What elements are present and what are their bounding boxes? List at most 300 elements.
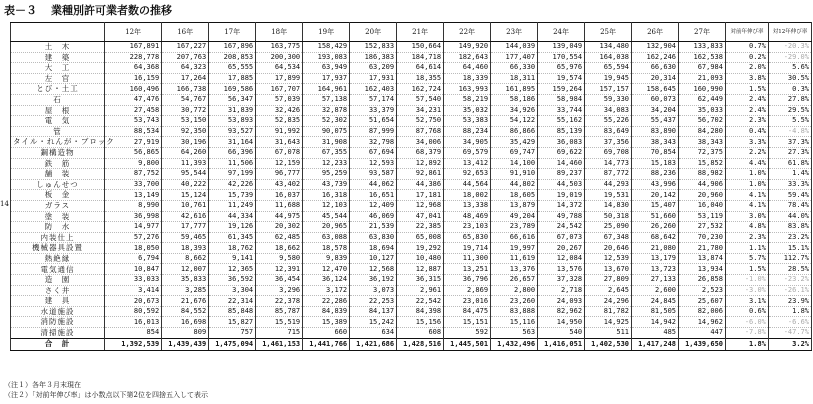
category-cell: 屋 根 (11, 105, 105, 116)
count-cell: 1,417,248 (632, 338, 679, 350)
count-cell: 9,839 (303, 253, 350, 264)
base-rate-cell: -29.0% (768, 52, 811, 63)
category-cell: 防 水 (11, 222, 105, 233)
count-cell: 1,392,539 (104, 338, 161, 350)
count-cell: 164,961 (303, 84, 350, 95)
count-cell: 17,899 (256, 73, 303, 84)
count-cell: 608 (397, 328, 444, 339)
count-cell: 64,323 (162, 63, 209, 74)
count-cell: 88,236 (632, 169, 679, 180)
count-cell: 30,772 (162, 105, 209, 116)
table-row (11, 137, 812, 148)
count-cell: 35,032 (444, 105, 491, 116)
count-cell: 84,280 (679, 126, 726, 137)
column-header: 12年 (104, 23, 161, 42)
count-cell: 58,186 (491, 94, 538, 105)
base-rate-cell: 27.8% (768, 94, 811, 105)
count-cell: 68,642 (632, 232, 679, 243)
count-cell: 13,376 (491, 264, 538, 275)
category-cell: 造 園 (11, 275, 105, 286)
count-cell: 157,157 (585, 84, 632, 95)
count-cell: 43,996 (632, 179, 679, 190)
count-cell: 67,694 (350, 147, 397, 158)
count-cell: 55,437 (632, 116, 679, 127)
count-cell: 82,006 (679, 306, 726, 317)
count-cell: 22,542 (397, 296, 444, 307)
count-cell: 1,445,501 (444, 338, 491, 350)
count-cell: 86,866 (491, 126, 538, 137)
count-cell: 16,040 (679, 200, 726, 211)
count-cell: 24,093 (538, 296, 585, 307)
count-cell: 83,890 (632, 126, 679, 137)
count-cell: 84,475 (444, 306, 491, 317)
table-row (11, 116, 812, 127)
count-cell: 44,564 (444, 179, 491, 190)
table-row (11, 105, 812, 116)
count-cell: 170,554 (538, 52, 585, 63)
count-cell: 3,296 (256, 285, 303, 296)
count-cell: 167,896 (209, 42, 256, 53)
count-cell: 2,645 (585, 285, 632, 296)
base-rate-cell: -23.2% (768, 275, 811, 286)
count-cell: 15,156 (397, 317, 444, 328)
count-cell: 3,073 (350, 285, 397, 296)
count-cell: 69,708 (585, 147, 632, 158)
count-cell: 12,365 (209, 264, 256, 275)
count-cell: 36,592 (209, 275, 256, 286)
count-cell: 56,702 (679, 116, 726, 127)
column-header: 対12年伸び率 (768, 23, 811, 42)
count-cell: 17,777 (162, 222, 209, 233)
count-cell: 3,304 (209, 285, 256, 296)
base-rate-cell: 1.4% (768, 169, 811, 180)
count-cell: 65,976 (538, 63, 585, 74)
count-cell: 563 (491, 328, 538, 339)
table-row (11, 84, 812, 95)
count-cell: 144,039 (491, 42, 538, 53)
yoy-rate-cell: 2.3% (726, 116, 769, 127)
table-row (11, 296, 812, 307)
count-cell: 23,016 (444, 296, 491, 307)
count-cell: 44,293 (585, 179, 632, 190)
count-cell: 13,879 (491, 200, 538, 211)
count-cell: 36,124 (303, 275, 350, 286)
category-cell: 内装仕上 (11, 232, 105, 243)
column-header (11, 23, 105, 42)
table-row (11, 147, 812, 158)
count-cell: 44,503 (538, 179, 585, 190)
count-cell: 20,960 (679, 190, 726, 201)
count-cell: 200,300 (256, 52, 303, 63)
count-cell: 1,475,094 (209, 338, 256, 350)
count-cell: 34,204 (632, 105, 679, 116)
count-cell: 3,172 (303, 285, 350, 296)
count-cell: 31,643 (256, 137, 303, 148)
count-cell: 12,539 (585, 253, 632, 264)
count-cell: 93,527 (209, 126, 256, 137)
count-cell: 24,296 (585, 296, 632, 307)
count-cell: 20,142 (632, 190, 679, 201)
category-cell: さく井 (11, 285, 105, 296)
count-cell: 42,226 (209, 179, 256, 190)
count-cell: 13,723 (632, 264, 679, 275)
count-cell: 36,454 (256, 275, 303, 286)
count-cell: 18,605 (491, 190, 538, 201)
yoy-rate-cell: 1.1% (726, 243, 769, 254)
count-cell: 63,830 (350, 232, 397, 243)
yoy-rate-cell: 3.8% (726, 73, 769, 84)
category-cell: 建 築 (11, 52, 105, 63)
count-cell: 35,833 (162, 275, 209, 286)
table-row (11, 42, 812, 53)
count-cell: 19,126 (209, 222, 256, 233)
table-number: 表－３ (4, 4, 37, 17)
count-cell: 69,747 (491, 147, 538, 158)
count-cell: 40,222 (162, 179, 209, 190)
count-cell: 1,432,496 (491, 338, 538, 350)
table-row (11, 169, 812, 180)
count-cell: 228,778 (104, 52, 161, 63)
count-cell: 164,038 (585, 52, 632, 63)
yoy-rate-cell: 5.7% (726, 253, 769, 264)
category-cell: 塗 装 (11, 211, 105, 222)
count-cell: 88,534 (104, 126, 161, 137)
count-cell: 208,853 (209, 52, 256, 63)
table-caption: 業種別許可業者数の推移 (51, 4, 172, 17)
count-cell: 53,119 (679, 211, 726, 222)
notes (4, 380, 208, 400)
count-cell: 66,396 (209, 147, 256, 158)
count-cell: 27,919 (104, 137, 161, 148)
count-cell: 193,083 (303, 52, 350, 63)
count-cell: 139,049 (538, 42, 585, 53)
count-cell: 47,476 (104, 94, 161, 105)
count-cell: 152,833 (350, 42, 397, 53)
count-cell: 24,542 (538, 222, 585, 233)
count-cell: 12,593 (350, 158, 397, 169)
count-cell: 69,579 (444, 147, 491, 158)
count-cell: 81,782 (585, 306, 632, 317)
column-header: 対前年伸び率 (726, 23, 769, 42)
category-cell: ガラス (11, 200, 105, 211)
count-cell: 17,885 (209, 73, 256, 84)
count-cell: 68,379 (397, 147, 444, 158)
count-cell: 12,391 (256, 264, 303, 275)
count-cell: 13,412 (444, 158, 491, 169)
count-cell: 3,414 (104, 285, 161, 296)
yoy-rate-cell: 2.3% (726, 232, 769, 243)
count-cell: 87,752 (104, 169, 161, 180)
total-row (11, 338, 812, 350)
count-cell: 15,151 (444, 317, 491, 328)
count-cell: 67,078 (256, 147, 303, 158)
count-cell: 69,622 (538, 147, 585, 158)
count-cell: 30,196 (162, 137, 209, 148)
count-cell: 95,259 (303, 169, 350, 180)
category-cell: 電 気 (11, 116, 105, 127)
page-number: 14 (0, 200, 9, 208)
count-cell: 80,592 (104, 306, 161, 317)
table-row (11, 306, 812, 317)
count-cell: 65,830 (444, 232, 491, 243)
count-cell: 162,724 (397, 84, 444, 95)
count-cell: 177,407 (491, 52, 538, 63)
count-cell: 1,402,530 (585, 338, 632, 350)
category-cell: 建 具 (11, 296, 105, 307)
count-cell: 23,260 (491, 296, 538, 307)
yoy-rate-cell: 1.5% (726, 84, 769, 95)
count-cell: 34,926 (491, 105, 538, 116)
count-cell: 26,260 (632, 222, 679, 233)
count-cell: 53,383 (444, 116, 491, 127)
column-header: 21年 (397, 23, 444, 42)
count-cell: 21,780 (679, 243, 726, 254)
count-cell: 83,888 (491, 306, 538, 317)
count-cell: 2,869 (444, 285, 491, 296)
count-cell: 809 (162, 328, 209, 339)
count-cell: 56,865 (104, 147, 161, 158)
count-cell: 70,854 (632, 147, 679, 158)
count-cell: 9,580 (256, 253, 303, 264)
count-cell: 11,619 (491, 253, 538, 264)
count-cell: 14,100 (491, 158, 538, 169)
base-rate-cell: -26.1% (768, 285, 811, 296)
count-cell: 24,845 (632, 296, 679, 307)
count-cell: 14,925 (585, 317, 632, 328)
yoy-rate-cell: 0.2% (726, 52, 769, 63)
count-cell: 2,961 (397, 285, 444, 296)
count-cell: 65,008 (397, 232, 444, 243)
count-cell: 43,739 (303, 179, 350, 190)
base-rate-cell: 61.8% (768, 158, 811, 169)
yoy-rate-cell: 2.0% (726, 63, 769, 74)
table-row (11, 94, 812, 105)
count-cell: 91,910 (491, 169, 538, 180)
category-cell: 左 官 (11, 73, 105, 84)
count-cell: 14,773 (585, 158, 632, 169)
count-cell: 854 (104, 328, 161, 339)
count-cell: 511 (585, 328, 632, 339)
count-cell: 167,891 (104, 42, 161, 53)
table-row (11, 52, 812, 63)
count-cell: 32,878 (303, 105, 350, 116)
category-cell: とび・土工 (11, 84, 105, 95)
count-cell: 59,465 (162, 232, 209, 243)
yoy-rate-cell: -1.0% (726, 275, 769, 286)
count-cell: 31,908 (303, 137, 350, 148)
category-cell: 機械器具設置 (11, 243, 105, 254)
count-cell: 64,368 (104, 63, 161, 74)
count-cell: 61,345 (209, 232, 256, 243)
count-cell: 49,788 (538, 211, 585, 222)
count-cell: 44,386 (397, 179, 444, 190)
count-cell: 57,138 (303, 94, 350, 105)
count-cell: 2,718 (538, 285, 585, 296)
count-cell: 13,179 (632, 253, 679, 264)
count-cell: 182,643 (444, 52, 491, 63)
count-cell: 54,122 (491, 116, 538, 127)
count-cell: 18,311 (491, 73, 538, 84)
count-cell: 87,768 (397, 126, 444, 137)
count-cell: 1,441,766 (303, 338, 350, 350)
count-cell: 11,249 (209, 200, 256, 211)
count-cell: 757 (209, 328, 256, 339)
count-cell: 92,861 (397, 169, 444, 180)
count-cell: 134,480 (585, 42, 632, 53)
count-cell: 447 (679, 328, 726, 339)
count-cell: 85,787 (256, 306, 303, 317)
count-cell: 16,698 (162, 317, 209, 328)
count-cell: 36,796 (444, 275, 491, 286)
column-header: 20年 (350, 23, 397, 42)
count-cell: 17,937 (303, 73, 350, 84)
yoy-rate-cell: 2.4% (726, 94, 769, 105)
count-cell: 19,945 (585, 73, 632, 84)
column-header: 19年 (303, 23, 350, 42)
table-row (11, 158, 812, 169)
count-cell: 18,355 (397, 73, 444, 84)
count-cell: 36,192 (350, 275, 397, 286)
base-rate-cell: 59.4% (768, 190, 811, 201)
yoy-rate-cell: 3.3% (726, 137, 769, 148)
column-header: 27年 (679, 23, 726, 42)
count-cell: 10,480 (397, 253, 444, 264)
count-cell: 167,707 (256, 84, 303, 95)
count-cell: 20,646 (585, 243, 632, 254)
count-cell: 85,139 (538, 126, 585, 137)
count-cell: 97,199 (209, 169, 256, 180)
count-cell: 34,905 (444, 137, 491, 148)
count-cell: 84,137 (350, 306, 397, 317)
category-cell: 消防施設 (11, 317, 105, 328)
count-cell: 12,409 (350, 200, 397, 211)
count-cell: 53,150 (162, 116, 209, 127)
count-cell: 150,664 (397, 42, 444, 53)
count-cell: 18,662 (256, 243, 303, 254)
count-cell: 44,334 (209, 211, 256, 222)
table-row (11, 222, 812, 233)
count-cell: 27,458 (104, 105, 161, 116)
yoy-rate-cell: 2.4% (726, 105, 769, 116)
count-cell: 21,080 (632, 243, 679, 254)
yoy-rate-cell: -7.8% (726, 328, 769, 339)
base-rate-cell: 112.7% (768, 253, 811, 264)
base-rate-cell: 28.5% (768, 264, 811, 275)
count-cell: 13,251 (444, 264, 491, 275)
count-cell: 159,264 (538, 84, 585, 95)
count-cell: 207,763 (162, 52, 209, 63)
count-cell: 62,485 (256, 232, 303, 243)
category-cell: 板 金 (11, 190, 105, 201)
count-cell: 20,302 (256, 222, 303, 233)
count-cell: 95,544 (162, 169, 209, 180)
count-cell: 12,159 (256, 158, 303, 169)
count-cell: 36,083 (538, 137, 585, 148)
count-cell: 91,992 (256, 126, 303, 137)
count-cell: 19,714 (444, 243, 491, 254)
table-row (11, 179, 812, 190)
count-cell: 22,286 (303, 296, 350, 307)
count-cell: 15,389 (303, 317, 350, 328)
count-cell: 44,062 (350, 179, 397, 190)
count-cell: 13,576 (538, 264, 585, 275)
count-cell: 87,999 (350, 126, 397, 137)
count-cell: 133,833 (679, 42, 726, 53)
table-row (11, 190, 812, 201)
yoy-rate-cell: 1.0% (726, 179, 769, 190)
count-cell: 15,183 (632, 158, 679, 169)
count-cell: 82,962 (538, 306, 585, 317)
count-cell: 67,355 (303, 147, 350, 158)
count-cell: 660 (303, 328, 350, 339)
count-cell: 26,657 (491, 275, 538, 286)
count-cell: 15,116 (491, 317, 538, 328)
count-cell: 66,616 (491, 232, 538, 243)
count-cell: 18,393 (162, 243, 209, 254)
base-rate-cell: 5.5% (768, 116, 811, 127)
table-body (11, 42, 812, 351)
column-header: 22年 (444, 23, 491, 42)
count-cell: 12,892 (397, 158, 444, 169)
category-cell: タイル・れんが・ブロック (11, 137, 105, 148)
category-cell: 鉄 筋 (11, 158, 105, 169)
count-cell: 166,738 (162, 84, 209, 95)
yoy-rate-cell: -6.0% (726, 317, 769, 328)
base-rate-cell: 83.8% (768, 222, 811, 233)
count-cell: 19,574 (538, 73, 585, 84)
count-cell: 16,318 (303, 190, 350, 201)
table-row (11, 253, 812, 264)
count-cell: 14,372 (538, 200, 585, 211)
count-cell: 715 (256, 328, 303, 339)
count-cell: 19,531 (585, 190, 632, 201)
count-cell: 66,330 (491, 63, 538, 74)
count-cell: 34,231 (397, 105, 444, 116)
count-cell: 64,614 (397, 63, 444, 74)
count-cell: 23,789 (491, 222, 538, 233)
table-title (4, 2, 172, 18)
count-cell: 64,260 (162, 147, 209, 158)
count-cell: 57,174 (350, 94, 397, 105)
table-row (11, 328, 812, 339)
count-cell: 65,594 (585, 63, 632, 74)
count-cell: 55,226 (585, 116, 632, 127)
yoy-rate-cell: 2.2% (726, 147, 769, 158)
count-cell: 540 (538, 328, 585, 339)
count-cell: 10,127 (350, 253, 397, 264)
table-row (11, 285, 812, 296)
count-cell: 1,428,516 (397, 338, 444, 350)
count-cell: 92,350 (162, 126, 209, 137)
category-cell: 水道施設 (11, 306, 105, 317)
count-cell: 88,234 (444, 126, 491, 137)
count-cell: 17,181 (397, 190, 444, 201)
count-cell: 46,069 (350, 211, 397, 222)
category-cell: 電気通信 (11, 264, 105, 275)
count-cell: 44,975 (256, 211, 303, 222)
count-cell: 38,343 (632, 137, 679, 148)
count-cell: 11,393 (162, 158, 209, 169)
base-rate-cell: 78.4% (768, 200, 811, 211)
count-cell: 84,552 (162, 306, 209, 317)
count-cell: 66,630 (632, 63, 679, 74)
count-cell: 31,164 (209, 137, 256, 148)
count-cell: 34,006 (397, 137, 444, 148)
column-header: 25年 (585, 23, 632, 42)
yoy-rate-cell: 3.0% (726, 211, 769, 222)
count-cell: 33,033 (104, 275, 161, 286)
column-header: 18年 (256, 23, 303, 42)
